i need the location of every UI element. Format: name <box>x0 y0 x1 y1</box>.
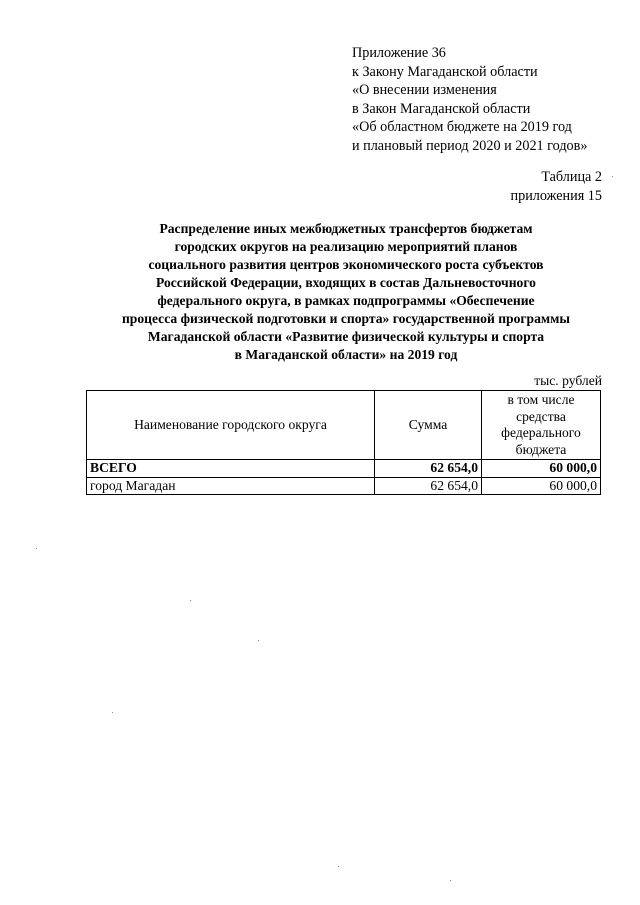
table-header-row <box>87 391 601 460</box>
title-line: процесса физической подготовки и спорта» государственной программы <box>121 311 571 326</box>
title-line: социального развития центров экономического роста субъектов <box>148 257 544 272</box>
scan-speck <box>612 176 613 177</box>
annex-line: «Об областном бюджете на 2019 год <box>352 119 572 136</box>
cell-sum: 62 654,0 <box>375 477 482 495</box>
scan-speck <box>112 712 113 713</box>
header-district-name: Наименование городского округа <box>87 391 375 460</box>
scan-speck <box>338 866 339 867</box>
appendix-number: приложения 15 <box>510 187 602 204</box>
scan-speck <box>450 880 451 881</box>
scan-speck <box>190 600 191 601</box>
table-number: Таблица 2 <box>541 169 602 185</box>
cell-district-name: город Магадан <box>87 477 375 495</box>
annex-line: к Закону Магаданской области <box>352 63 538 80</box>
title-line: Российской Федерации, входящих в состав Дальневосточного <box>156 275 536 290</box>
table-row <box>87 477 601 495</box>
title-line: федерального округа, в рамках подпрограммы «Обеспечение <box>157 293 535 308</box>
table-reference <box>511 168 602 205</box>
cell-federal-funds: 60 000,0 <box>482 477 601 495</box>
header-federal-funds: в том числе средства федерального бюджета <box>482 391 601 460</box>
title-line: Распределение иных межбюджетных трансфертов бюджетам <box>159 221 533 236</box>
transfers-table <box>86 390 601 495</box>
units-label: тыс. рублей <box>534 373 602 388</box>
document-title <box>88 220 604 364</box>
title-line: Магаданской области «Развитие физической культуры и спорта <box>147 329 545 344</box>
annex-line: в Закон Магаданской области <box>352 100 531 117</box>
annex-reference <box>352 44 587 156</box>
cell-sum: 62 654,0 <box>375 460 482 478</box>
title-line: в Магаданской области» на 2019 год <box>234 347 458 362</box>
header-sum: Сумма <box>375 391 482 460</box>
table-row-total <box>87 460 601 478</box>
annex-line: и плановый период 2020 и 2021 годов» <box>352 137 588 154</box>
cell-federal-funds: 60 000,0 <box>482 460 601 478</box>
cell-district-name: ВСЕГО <box>87 460 375 478</box>
scan-speck <box>36 548 37 549</box>
scan-speck <box>258 640 259 641</box>
annex-line: «О внесении изменения <box>352 82 497 99</box>
annex-line: Приложение 36 <box>352 45 446 61</box>
title-line: городских округов на реализацию мероприятий планов <box>174 239 518 254</box>
